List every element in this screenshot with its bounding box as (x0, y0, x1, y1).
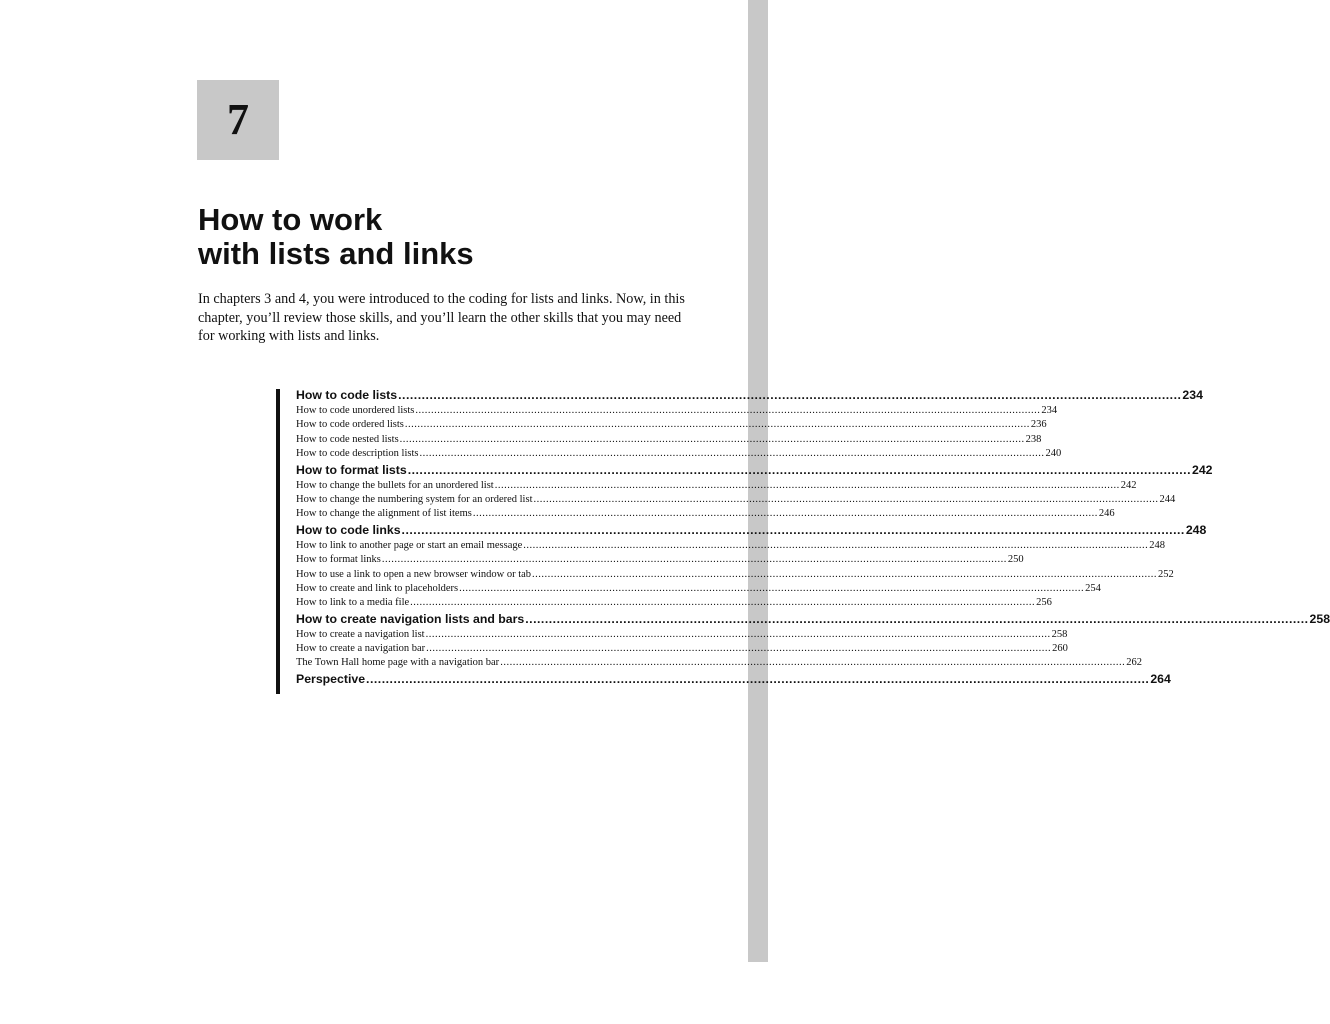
toc-topic-entry (296, 628, 1068, 642)
toc-section-entry (296, 462, 1213, 479)
toc-page-number: 254 (1085, 582, 1101, 594)
toc-leader-dots: ........................................................................................................................................................................................................ (494, 479, 1120, 491)
toc-leader-dots: ........................................................................................................................................................................................................ (401, 522, 1185, 537)
toc-entry-label: How to create and link to placeholders (296, 582, 459, 594)
toc-topic-entry (296, 493, 1176, 507)
toc-page-number: 252 (1158, 568, 1174, 580)
toc-entry-label: How to code links (296, 522, 401, 537)
toc-leader-dots: ........................................................................................................................................................................................................ (366, 671, 1150, 686)
toc-entry-label: The Town Hall home page with a navigation bar (296, 657, 500, 669)
toc-leader-dots: ........................................................................................................................................................................................................ (500, 657, 1126, 669)
toc-leader-dots: ........................................................................................................................................................................................................ (459, 582, 1085, 594)
toc-entry-label: How to create a navigation bar (296, 643, 426, 655)
chapter-title-line-1: How to work (198, 202, 383, 237)
toc-entry-label: How to change the numbering system for an ordered list (296, 493, 533, 505)
toc-entry-label: How to create navigation lists and bars (296, 611, 525, 626)
toc-page-number: 238 (1025, 433, 1042, 445)
chapter-intro: In chapters 3 and 4, you were introduced to the coding for lists and links. Now, in this chapter, you’ll review those skills, and you’ll learn the other skills that you may need for working with lists and links. (198, 291, 685, 344)
toc-page-number: 258 (1051, 628, 1068, 640)
toc-leader-dots: ........................................................................................................................................................................................................ (532, 568, 1158, 580)
toc-topic-entry (296, 596, 1052, 610)
toc-section-entry (296, 387, 1203, 404)
toc-page-number: 242 (1120, 479, 1137, 491)
toc-topic-entry (296, 582, 1101, 596)
toc-entry-label: How to code ordered lists (296, 419, 404, 431)
toc-leader-dots: ........................................................................................................................................................................................................ (425, 628, 1051, 640)
toc-page-number: 248 (1185, 522, 1207, 537)
toc-page-number: 236 (1030, 419, 1047, 431)
toc-section-entry (296, 611, 1330, 628)
toc-leader-dots: ........................................................................................................................................................................................................ (410, 597, 1036, 609)
chapter-number: 7 (227, 95, 249, 144)
toc-entry-label: How to change the bullets for an unordered list (296, 479, 494, 491)
table-of-contents (296, 387, 1330, 688)
toc-page-number: 244 (1159, 493, 1176, 505)
toc-page-number: 260 (1052, 643, 1068, 655)
toc-topic-entry (296, 642, 1068, 656)
toc-topic-entry (296, 656, 1142, 670)
toc-entry-label: How to code unordered lists (296, 405, 415, 416)
toc-entry-label: How to change the alignment of list items (296, 508, 472, 520)
toc-page-number: 258 (1309, 611, 1330, 626)
toc-entry-label: How to code nested lists (296, 433, 399, 445)
toc-page-number: 250 (1007, 554, 1024, 566)
toc-entry-label: How to format links (296, 554, 381, 566)
toc-leader-dots: ........................................................................................................................................................................................................ (533, 493, 1159, 505)
chapter-title (198, 203, 474, 271)
toc-leader-dots: ........................................................................................................................................................................................................ (381, 554, 1007, 566)
toc-topic-entry (296, 479, 1137, 493)
toc-topic-entry (296, 553, 1024, 567)
toc-entry-label: How to code description lists (296, 448, 419, 460)
toc-section-entry (296, 522, 1207, 539)
toc-topic-entry (296, 433, 1042, 447)
toc-leader-dots: ........................................................................................................................................................................................................ (415, 405, 1041, 416)
toc-entry-label: How to link to a media file (296, 597, 410, 609)
toc-section-entry (296, 671, 1171, 688)
toc-topic-entry (296, 447, 1062, 461)
toc-entry-label: How to format lists (296, 462, 407, 477)
toc-page-number: 264 (1150, 671, 1171, 686)
toc-topic-entry (296, 418, 1047, 432)
toc-leader-dots: ........................................................................................................................................................................................................ (407, 462, 1191, 477)
toc-leader-dots: ........................................................................................................................................................................................................ (398, 388, 1182, 402)
toc-page-number: 262 (1126, 657, 1142, 669)
toc-entry-label: How to link to another page or start an email message (296, 539, 523, 551)
toc-topic-entry (296, 568, 1174, 582)
toc-topic-entry (296, 404, 1058, 418)
toc-leader-dots: ........................................................................................................................................................................................................ (399, 433, 1025, 445)
toc-page-number: 234 (1182, 388, 1203, 402)
toc-page-number: 248 (1149, 539, 1166, 551)
toc-page-number: 242 (1191, 462, 1213, 477)
toc-page-number: 234 (1041, 405, 1058, 416)
toc-page-number: 246 (1098, 508, 1115, 520)
toc-leader-dots: ........................................................................................................................................................................................................ (419, 448, 1045, 460)
toc-entry-label: How to code lists (296, 388, 398, 402)
chapter-number-box (197, 80, 279, 160)
toc-side-rule (276, 389, 280, 694)
toc-topic-entry (296, 507, 1115, 521)
toc-leader-dots: ........................................................................................................................................................................................................ (472, 508, 1098, 520)
toc-leader-dots: ........................................................................................................................................................................................................ (525, 611, 1309, 626)
toc-entry-label: How to create a navigation list (296, 628, 425, 640)
toc-leader-dots: ........................................................................................................................................................................................................ (404, 419, 1030, 431)
toc-entry-label: Perspective (296, 671, 366, 686)
toc-page-number: 256 (1036, 597, 1052, 609)
toc-entry-label: How to use a link to open a new browser window or tab (296, 568, 532, 580)
toc-page-number: 240 (1045, 448, 1062, 460)
toc-topic-entry (296, 539, 1166, 553)
chapter-title-line-2: with lists and links (198, 236, 474, 271)
toc-leader-dots: ........................................................................................................................................................................................................ (426, 643, 1052, 655)
toc-leader-dots: ........................................................................................................................................................................................................ (523, 539, 1149, 551)
